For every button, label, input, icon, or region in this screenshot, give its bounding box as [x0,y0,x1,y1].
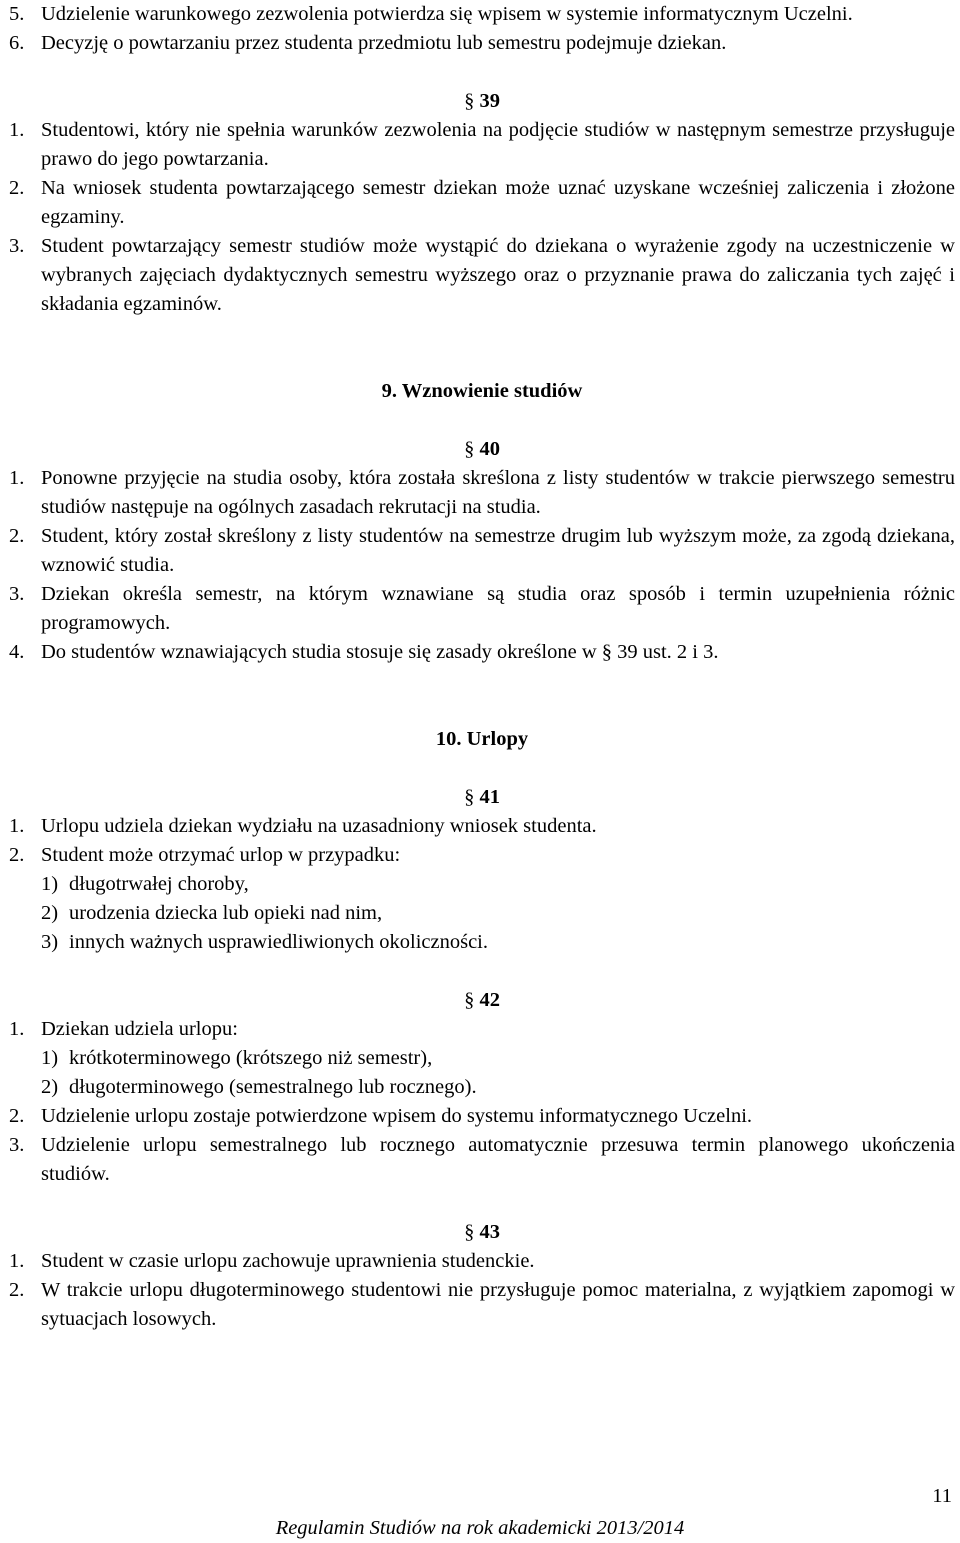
list-item [9,841,955,870]
item-number: 6. [9,32,25,54]
item-text: Student w czasie urlopu zachowuje uprawnienia studenckie. [41,1250,535,1272]
paragraph-heading-41 [9,783,955,812]
item-number: 1. [9,1018,25,1040]
list-item [9,0,955,29]
paragraph-number: 40 [479,438,500,460]
item-text: innych ważnych usprawiedliwionych okoliczności. [69,931,488,953]
page-number: 11 [932,1485,952,1507]
sub-list-item [9,1073,955,1102]
item-text: Udzielenie urlopu zostaje potwierdzone wpisem do systemu informatycznego Uczelni. [41,1105,753,1127]
item-number: 1. [9,1250,25,1272]
section-sign: § [464,1221,475,1243]
item-number: 2. [9,1105,25,1127]
paragraph-heading-43 [9,1218,955,1247]
item-text: Studentowi, który nie spełnia warunków zezwolenia na podjęcie studiów w następnym semestrze przysługuje prawo do jego powtarzania. [41,119,955,170]
item-text: Ponowne przyjęcie na studia osoby, która została skreślona z listy studentów w trakcie pierwszego semestru studiów następuje na ogólnych zasadach rekrutacji na studia. [41,467,955,518]
sub-list-item [9,899,955,928]
item-text: długoterminowego (semestralnego lub rocznego). [69,1076,477,1098]
item-text: Student może otrzymać urlop w przypadku: [41,844,401,866]
item-number: 2. [9,1279,25,1301]
paragraph-heading-39 [9,87,955,116]
item-number: 3. [9,583,25,605]
item-number: 1) [41,873,59,895]
paragraph-number: 39 [479,90,500,112]
list-item [9,522,955,580]
item-text: Urlopu udziela dziekan wydziału na uzasadniony wniosek studenta. [41,815,597,837]
list-item [9,812,955,841]
item-number: 1. [9,815,25,837]
section-sign: § [464,438,475,460]
item-text: Dziekan określa semestr, na którym wznawiane są studia oraz sposób i termin uzupełnienia różnic programowych. [41,583,955,634]
section-title: 9. Wznowienie studiów [381,380,583,402]
item-number: 2) [41,1076,59,1098]
list-item [9,116,955,174]
paragraph-heading-40 [9,435,955,464]
section-sign: § [464,786,475,808]
list-item [9,580,955,638]
item-text: Student, który został skreślony z listy studentów na semestrze drugim lub wyższym może, za zgodą dziekana, wznowić studia. [41,525,955,576]
list-item [9,1015,955,1044]
sub-list-item [9,928,955,957]
footer-title: Regulamin Studiów na rok akademicki 2013/2014 [275,1517,685,1539]
item-text: krótkoterminowego (krótszego niż semestr), [69,1047,433,1069]
item-text: Na wniosek studenta powtarzającego semestr dziekan może uznać uzyskane wcześniej zaliczenia i złożone egzaminy. [41,177,955,228]
item-text: Dziekan udziela urlopu: [41,1018,238,1040]
sub-list-item [9,1044,955,1073]
item-number: 3. [9,235,25,257]
list-item [9,232,955,319]
item-text: urodzenia dziecka lub opieki nad nim, [69,902,383,924]
list-item [9,638,955,667]
list-item [9,1131,955,1189]
item-number: 1. [9,119,25,141]
item-text: Udzielenie warunkowego zezwolenia potwierdza się wpisem w systemie informatycznym Uczelni. [41,3,853,25]
sub-list-item [9,870,955,899]
item-number: 1. [9,467,25,489]
item-number: 2. [9,177,25,199]
section-sign: § [464,989,475,1011]
list-item [9,29,955,58]
paragraph-heading-42 [9,986,955,1015]
item-number: 3. [9,1134,25,1156]
item-number: 4. [9,641,25,663]
item-text: Do studentów wznawiających studia stosuje się zasady określone w § 39 ust. 2 i 3. [41,641,719,663]
section-sign: § [464,90,475,112]
document-page [9,0,955,1334]
item-text: Udzielenie urlopu semestralnego lub rocznego automatycznie przesuwa termin planowego ukończenia studiów. [41,1134,955,1185]
item-text: W trakcie urlopu długoterminowego studentowi nie przysługuje pomoc materialna, z wyjątkiem zapomogi w sytuacjach losowych. [41,1279,955,1330]
section-title: 10. Urlopy [435,728,529,750]
item-text: długotrwałej choroby, [69,873,249,895]
item-number: 2. [9,525,25,547]
item-number: 2) [41,902,59,924]
item-text: Student powtarzający semestr studiów może wystąpić do dziekana o wyrażenie zgody na uczestniczenie w wybranych zajęciach dydaktycznych semestru wyższego oraz o przyznanie prawa do zaliczania tych zajęć i składania egzaminów. [41,235,955,315]
paragraph-number: 41 [479,786,500,808]
item-number: 2. [9,844,25,866]
paragraph-number: 43 [479,1221,500,1243]
list-item [9,1276,955,1334]
list-item [9,464,955,522]
paragraph-number: 42 [479,989,500,1011]
item-text: Decyzję o powtarzaniu przez studenta przedmiotu lub semestru podejmuje dziekan. [41,32,727,54]
list-item [9,1247,955,1276]
item-number: 1) [41,1047,59,1069]
list-item [9,174,955,232]
list-item [9,1102,955,1131]
item-number: 3) [41,931,59,953]
item-number: 5. [9,3,25,25]
